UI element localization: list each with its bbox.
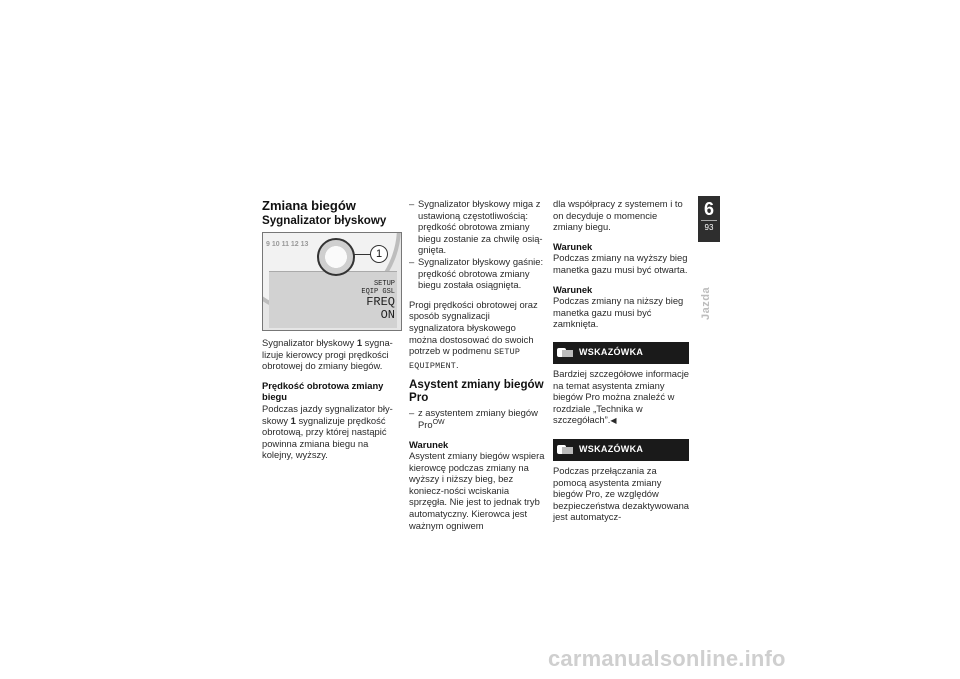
column-2: [409, 198, 545, 531]
heading-condition-upshift: Warunek: [553, 240, 593, 252]
tachometer-ticks: 9 10 11 12 13: [266, 241, 309, 248]
chapter-tab: [698, 196, 720, 242]
camera-icon: [557, 443, 573, 457]
column-3: [553, 198, 689, 523]
paragraph-upshift: Podczas zmiany na wyższy bieg manetka gazu musi być otwarta.: [553, 252, 688, 275]
chapter-number: 6: [703, 199, 714, 219]
end-marker-icon: ◀: [610, 416, 617, 426]
page-number: 93: [704, 223, 714, 232]
note-box-2: [553, 439, 689, 461]
section-heading-shift-assist: Asystent zmiany biegów Pro: [409, 378, 544, 404]
watermark: carmanualsonline.info: [548, 646, 786, 671]
flash-light-indicator: [317, 238, 355, 276]
lcd-line-equipment: EQIP GSL: [361, 288, 395, 296]
list-item-off: – Sygnalizator błyskowy gaśnie: prędkość obrotowa zmiany biegu została osiągnięta.: [409, 255, 544, 291]
section-heading-flash: Sygnalizator błyskowy: [262, 214, 387, 227]
lcd-line-on: ON: [380, 308, 395, 322]
lcd-line-setup: SETUP: [373, 280, 395, 288]
note-box-1: [553, 342, 689, 364]
paragraph-assist-description: Asystent zmiany biegów wspiera kierowcę podczas zmiany na wyższy i niższy bieg, bez koniecz-ności wciskania sprzęgła. Nie jest to jednak tryb automatyczny. Kierowca jest ważnym ogniwem: [409, 450, 545, 531]
paragraph-downshift: Podczas zmiany na niższy bieg manetka gazu musi być zamknięta.: [553, 295, 684, 330]
page-title: Zmiana biegów: [262, 198, 356, 213]
note-label: WSKAZÓWKA: [579, 347, 644, 358]
paragraph-flash-intro: Sygnalizator błyskowy 1 sygna-lizuje kierowcy progi prędkości obrotowej do zmiany biegów.: [262, 337, 393, 372]
paragraph-note-1: Bardziej szczegółowe informacje na temat asystenta zmiany biegów Pro można znaleźć w rozdziale „Technika w szczegółach”.◀: [553, 367, 689, 426]
instrument-display-figure: [262, 232, 402, 331]
paragraph-assist-continued: dla współpracy z systemem i to on decyduje o momencie zmiany biegu.: [553, 198, 683, 233]
paragraph-shift-speed: Podczas jazdy sygnalizator bły-skowy 1 sygnalizuje prędkość obrotową, przy której nastąpić powinna zmiana biegu na kolejny, wyższy.: [262, 402, 393, 461]
note-label: WSKAZÓWKA: [579, 444, 644, 455]
paragraph-thresholds: Progi prędkości obrotowej oraz sposób sygnalizacji sygnalizatora błyskowego można dostosować do swoich potrzeb w podmenu SETUP EQUIPMENT.: [409, 298, 538, 371]
callout-leader: [353, 254, 371, 255]
lcd-line-freq: FREQ: [366, 295, 395, 309]
heading-condition-downshift: Warunek: [553, 283, 593, 295]
camera-icon: [557, 346, 573, 360]
chapter-side-label: Jazda: [700, 286, 712, 320]
callout-number: 1: [370, 245, 388, 263]
column-1: [262, 198, 400, 461]
paragraph-note-2: Podczas przełączania za pomocą asystenta zmiany biegów Pro, ze względów bezpieczeństwa dezaktywowana jest automatycz-: [553, 464, 690, 523]
list-item-equipment: – z asystentem zmiany biegów Pro$^{OW}$: [409, 407, 538, 430]
heading-condition: Warunek: [409, 438, 449, 450]
heading-shift-speed: Prędkość obrotowa zmiany biegu: [262, 379, 384, 403]
list-item-flashing: – Sygnalizator błyskowy miga z ustawioną częstotliwością: prędkość obrotowa zmiany biegu zostanie za chwilę osią-gnięta.: [409, 198, 543, 256]
